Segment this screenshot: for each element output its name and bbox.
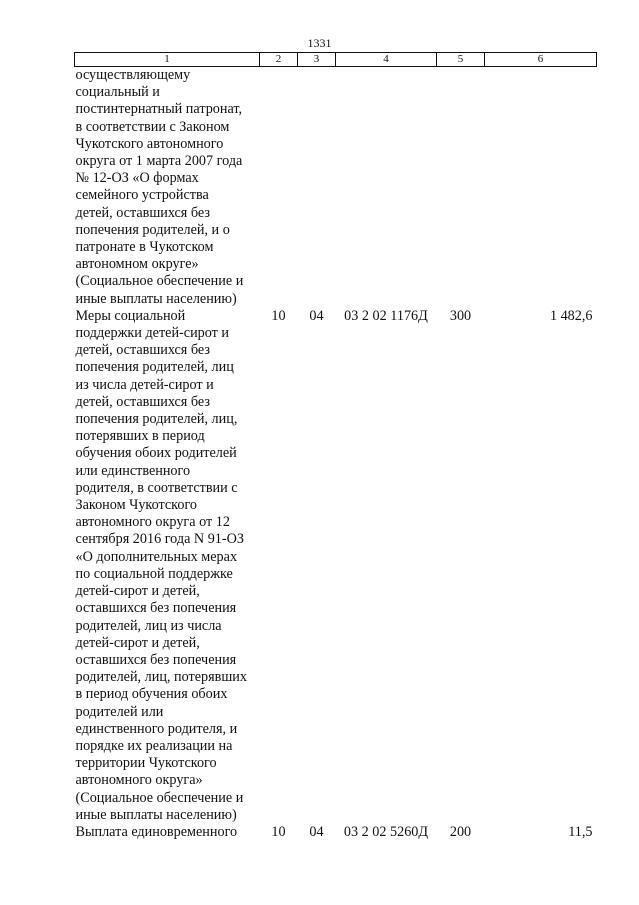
target-code-cell: 03 2 02 1176Д <box>344 307 428 324</box>
section-cell: 10 <box>271 307 286 324</box>
header-col-3: 3 <box>298 53 336 67</box>
row-name-line: округа от 1 марта 2007 года <box>75 153 243 170</box>
row-name-line: попечения родителей, лиц <box>75 359 234 376</box>
table-body <box>75 67 597 842</box>
row-name-line: родителей или <box>75 703 164 720</box>
expense-type-cell: 300 <box>449 307 472 324</box>
subsection-cell <box>298 67 336 308</box>
target-code-cell: 03 2 02 5260Д <box>343 823 429 840</box>
row-name-line: родителей, лиц, потерявших <box>75 669 247 686</box>
section-cell: 10 <box>271 823 286 840</box>
row-name-line: в период обучения обоих <box>75 686 228 703</box>
row-name-line: постинтернатный патронат, <box>75 101 243 118</box>
row-name-line: поддержки детей-сирот и <box>75 325 229 342</box>
row-name-line: оставшихся без попечения <box>75 600 237 617</box>
row-name-line: № 12-ОЗ «О формах <box>75 170 199 187</box>
row-name-line: из числа детей-сирот и <box>75 376 214 393</box>
row-name-line: детей-сирот и детей, <box>75 583 200 600</box>
subsection-cell: 04 <box>309 307 324 324</box>
row-name-line: сентября 2016 года N 91-ОЗ <box>75 531 244 548</box>
row-name-line: Меры социальной <box>75 307 186 324</box>
row-name-line: социальный и <box>75 84 160 101</box>
row-name-line: автономного округа от 12 <box>75 514 230 531</box>
header-col-1: 1 <box>75 53 260 67</box>
row-name-line: иные выплаты населению) <box>75 806 237 823</box>
row-name-line: по социальной поддержке <box>75 565 233 582</box>
row-name-cell <box>75 824 260 841</box>
row-name-line: оставшихся без попечения <box>75 651 237 668</box>
row-name-line: семейного устройства <box>75 187 209 204</box>
row-name-line: детей, оставшихся без <box>75 204 210 221</box>
row-name-line: порядке их реализации на <box>75 737 233 754</box>
header-row <box>75 53 597 67</box>
row-name-line: иные выплаты населению) <box>75 290 237 307</box>
table-row <box>75 824 597 841</box>
header-col-5: 5 <box>437 53 485 67</box>
expense-type-cell <box>437 67 485 308</box>
table-row <box>75 308 597 824</box>
page-number: 1331 <box>307 36 332 50</box>
row-name-line: осуществляющему <box>75 67 191 83</box>
row-name-line: (Социальное обеспечение и <box>75 273 244 290</box>
target-code-cell <box>336 67 437 308</box>
row-name-line: территории Чукотского <box>75 755 217 772</box>
row-name-line: или единственного <box>75 462 191 479</box>
row-name-line: патронате в Чукотском <box>75 239 214 256</box>
subsection-cell: 04 <box>309 823 324 840</box>
row-name-line: обучения обоих родителей <box>75 445 237 462</box>
row-name-line: попечения родителей, лиц, <box>75 411 238 428</box>
expense-type-cell: 200 <box>449 823 472 840</box>
budget-table <box>74 52 597 841</box>
row-name-line: (Социальное обеспечение и <box>75 789 244 806</box>
row-name-line: автономном округе» <box>75 256 199 273</box>
header-col-4: 4 <box>336 53 437 67</box>
header-col-6: 6 <box>485 53 597 67</box>
row-name-line: детей, оставшихся без <box>75 393 210 410</box>
row-name-line: автономного округа» <box>75 772 203 789</box>
row-name-line: попечения родителей, и о <box>75 221 230 238</box>
row-name-line: единственного родителя, и <box>75 720 238 737</box>
row-name-line: потерявших в период <box>75 428 205 445</box>
amount-cell: 11,5 <box>568 823 593 840</box>
amount-cell: 1 482,6 <box>549 307 593 324</box>
table-header <box>75 53 597 67</box>
header-col-2: 2 <box>260 53 298 67</box>
row-name-line: детей-сирот и детей, <box>75 634 200 651</box>
row-name-line: детей, оставшихся без <box>75 342 210 359</box>
row-name-cell <box>75 308 260 824</box>
row-name-line: родителей, лиц из числа <box>75 617 222 634</box>
table-row <box>75 67 597 308</box>
row-name-line: Выплата единовременного <box>75 823 238 840</box>
row-name-line: Законом Чукотского <box>75 497 197 514</box>
section-cell <box>260 67 298 308</box>
row-name-cell <box>75 67 260 308</box>
row-name-line: «О дополнительных мерах <box>75 548 238 565</box>
amount-cell <box>485 67 597 308</box>
row-name-line: родителя, в соответствии с <box>75 479 238 496</box>
row-name-line: в соответствии с Законом <box>75 118 230 135</box>
row-name-line: Чукотского автономного <box>75 135 224 152</box>
